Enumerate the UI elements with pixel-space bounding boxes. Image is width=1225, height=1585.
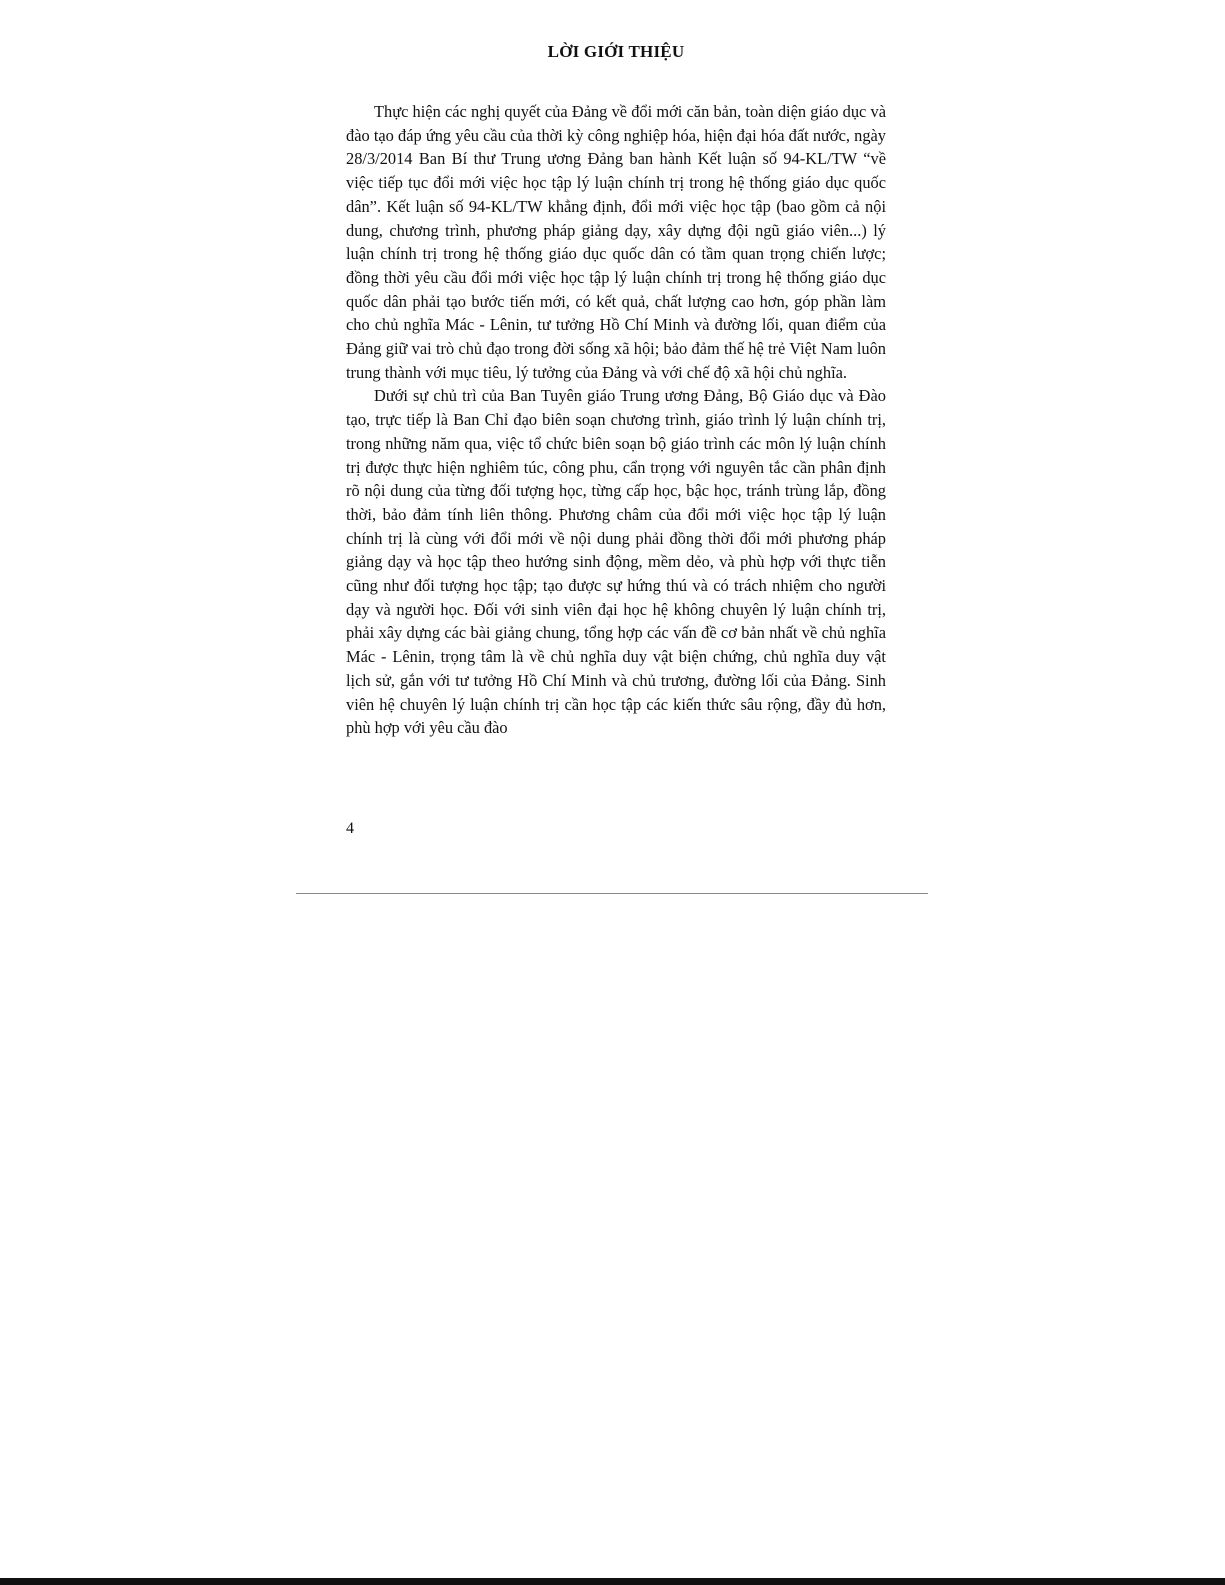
bottom-edge-bar <box>0 1578 1225 1585</box>
paragraph-1: Thực hiện các nghị quyết của Đảng về đổi mới căn bản, toàn diện giáo dục và đào tạo đáp ứng yêu cầu của thời kỳ công nghiệp hóa, hiện đại hóa đất nước, ngày 28/3/2014 Ban Bí thư Trung ương Đảng ban hành Kết luận số 94-KL/TW “về việc tiếp tục đổi mới việc học tập lý luận chính trị trong hệ thống giáo dục quốc dân”. Kết luận số 94-KL/TW khẳng định, đổi mới việc học tập (bao gồm cả nội dung, chương trình, phương pháp giảng dạy, xây dựng đội ngũ giáo viên...) lý luận chính trị trong hệ thống giáo dục quốc dân có tầm quan trọng chiến lược; đồng thời yêu cầu đổi mới việc học tập lý luận chính trị trong hệ thống giáo dục quốc dân phải tạo bước tiến mới, có kết quả, chất lượng cao hơn, góp phần làm cho chủ nghĩa Mác - Lênin, tư tưởng Hồ Chí Minh và đường lối, quan điểm của Đảng giữ vai trò chủ đạo trong đời sống xã hội; bảo đảm thế hệ trẻ Việt Nam luôn trung thành với mục tiêu, lý tưởng của Đảng và với chế độ xã hội chủ nghĩa. <box>346 102 886 382</box>
page-number: 4 <box>346 820 354 837</box>
page-divider <box>296 893 928 894</box>
page-title: LỜI GIỚI THIỆU <box>547 42 685 61</box>
document-page <box>346 40 886 740</box>
paragraph-2: Dưới sự chủ trì của Ban Tuyên giáo Trung ương Đảng, Bộ Giáo dục và Đào tạo, trực tiếp là Ban Chỉ đạo biên soạn chương trình, giáo trình lý luận chính trị, trong những năm qua, việc tổ chức biên soạn bộ giáo trình các môn lý luận chính trị được thực hiện nghiêm túc, công phu, cẩn trọng với nguyên tắc cần phân định rõ nội dung của từng đối tượng học, từng cấp học, bậc học, tránh trùng lắp, đồng thời, bảo đảm tính liên thông. Phương châm của đổi mới việc học tập lý luận chính trị là cùng với đổi mới về nội dung phải đồng thời đổi mới phương pháp giảng dạy và học tập theo hướng sinh động, mềm dẻo, và phù hợp với thực tiễn cũng như đối tượng học tập; tạo được sự hứng thú và có trách nhiệm cho người dạy và người học. Đối với sinh viên đại học hệ không chuyên lý luận chính trị, phải xây dựng các bài giảng chung, tổng hợp các vấn đề cơ bản nhất về chủ nghĩa Mác - Lênin, trọng tâm là về chủ nghĩa duy vật biện chứng, chủ nghĩa duy vật lịch sử, gắn với tư tưởng Hồ Chí Minh và chủ trương, đường lối của Đảng. Sinh viên hệ chuyên lý luận chính trị cần học tập các kiến thức sâu rộng, đầy đủ hơn, phù hợp với yêu cầu đào <box>346 386 886 738</box>
